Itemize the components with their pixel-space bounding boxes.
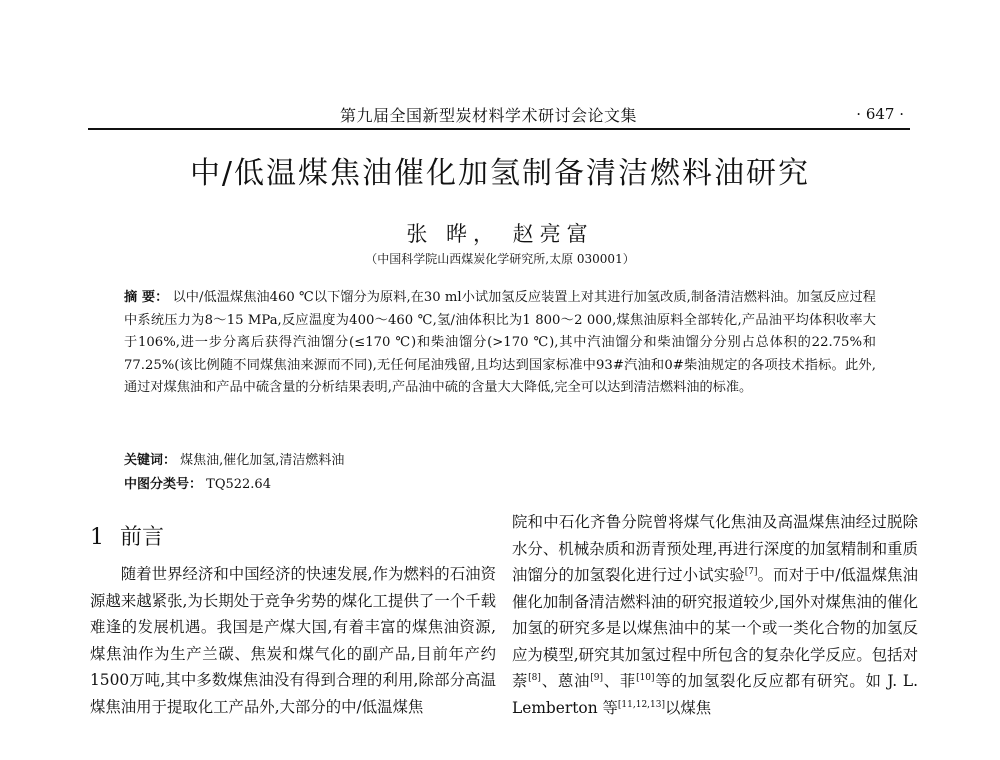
citation-11-13: [11,12,13] bbox=[617, 699, 665, 710]
keywords-text: 煤焦油,催化加氢,清洁燃料油 bbox=[180, 453, 345, 468]
citation-8: [8] bbox=[528, 672, 541, 683]
classification-label: 中图分类号： bbox=[124, 477, 203, 492]
abstract-label: 摘 要： bbox=[124, 290, 169, 305]
right-text-3: 、蒽油 bbox=[540, 672, 591, 690]
body-left-column: 随着世界经济和中国经济的快速发展,作为燃料的石油资源越来越紧张,为长期处于竞争劣势的煤化工提供了一个千载难逢的发展机遇。我国是产煤大国,有着丰富的煤焦油资源,煤焦油作为生产兰碳、焦炭和煤气化的副产品,目前年产约1500万吨,其中多数煤焦油没有得到合理的利用,除部分高温煤焦油用于提取化工产品外,大部分的中/低温煤焦 bbox=[90, 565, 496, 716]
classification bbox=[124, 473, 271, 492]
section-heading bbox=[90, 520, 164, 551]
body-right-column bbox=[512, 509, 918, 721]
right-text-6: 以煤焦 bbox=[665, 698, 712, 717]
affiliation: （中国科学院山西煤炭化学研究所,太原 030001） bbox=[365, 252, 635, 266]
keywords-label: 关键词： bbox=[124, 453, 177, 468]
abstract bbox=[124, 287, 876, 400]
classification-text: TQ522.64 bbox=[206, 477, 271, 492]
citation-9: [9] bbox=[590, 672, 603, 683]
authors: 张 晔， 赵亮富 bbox=[406, 222, 594, 246]
header-rule bbox=[88, 128, 910, 130]
citation-7: [7] bbox=[744, 566, 758, 577]
page-number: · 647 · bbox=[856, 105, 904, 123]
section-title: 前言 bbox=[120, 525, 165, 550]
section-number: 1 bbox=[90, 525, 104, 550]
right-text-2: 。而对于中/低温煤焦油催化加制备清洁燃料油的研究报道较少,国外对煤焦油的催化加氢的研究多是以煤焦油中的某一个或一类化合物的加氢反应为模型,研究其加氢过程中所包含的复杂化学反应。包括对萘 bbox=[512, 566, 918, 690]
abstract-text: 以中/低温煤焦油460 ℃以下馏分为原料,在30 ml小试加氢反应装置上对其进行加氢改质,制备清洁燃料油。加氢反应过程中系统压力为8～15 MPa,反应温度为400～460 ℃,氢/油体积比为1 800～2 000,煤焦油原料全部转化,产品油平均体积收率大于106%,进一步分离后获得汽油馏分(≤170 ℃)和柴油馏分(>170 ℃),其中汽油馏分和柴油馏分分别占总体积的22.75%和77.25%(该比例随不同煤焦油来源而不同),无任何尾油残留,且均达到国家标准中93#汽油和0#柴油规定的各项技术指标。此外,通过对煤焦油和产品中硫含量的分析结果表明,产品油中硫的含量大大降低,完全可以达到清洁燃料油的标准。 bbox=[124, 290, 876, 395]
right-text-5: 等的加氢裂化反应都有研究。如 J. L. Lemberton 等 bbox=[512, 672, 918, 717]
keywords bbox=[124, 449, 344, 468]
right-text-4: 、菲 bbox=[602, 672, 637, 690]
citation-10: [10] bbox=[636, 672, 655, 683]
running-header-title: 第九届全国新型炭材料学术研讨会论文集 bbox=[340, 106, 638, 125]
paper-title: 中/低温煤焦油催化加氢制备清洁燃料油研究 bbox=[189, 156, 811, 191]
right-text-1: 院和中石化齐鲁分院曾将煤气化焦油及高温煤焦油经过脱除水分、机械杂质和沥青预处理,再进行深度的加氢精制和重质油馏分的加氢裂化进行过小试实验 bbox=[512, 513, 918, 584]
